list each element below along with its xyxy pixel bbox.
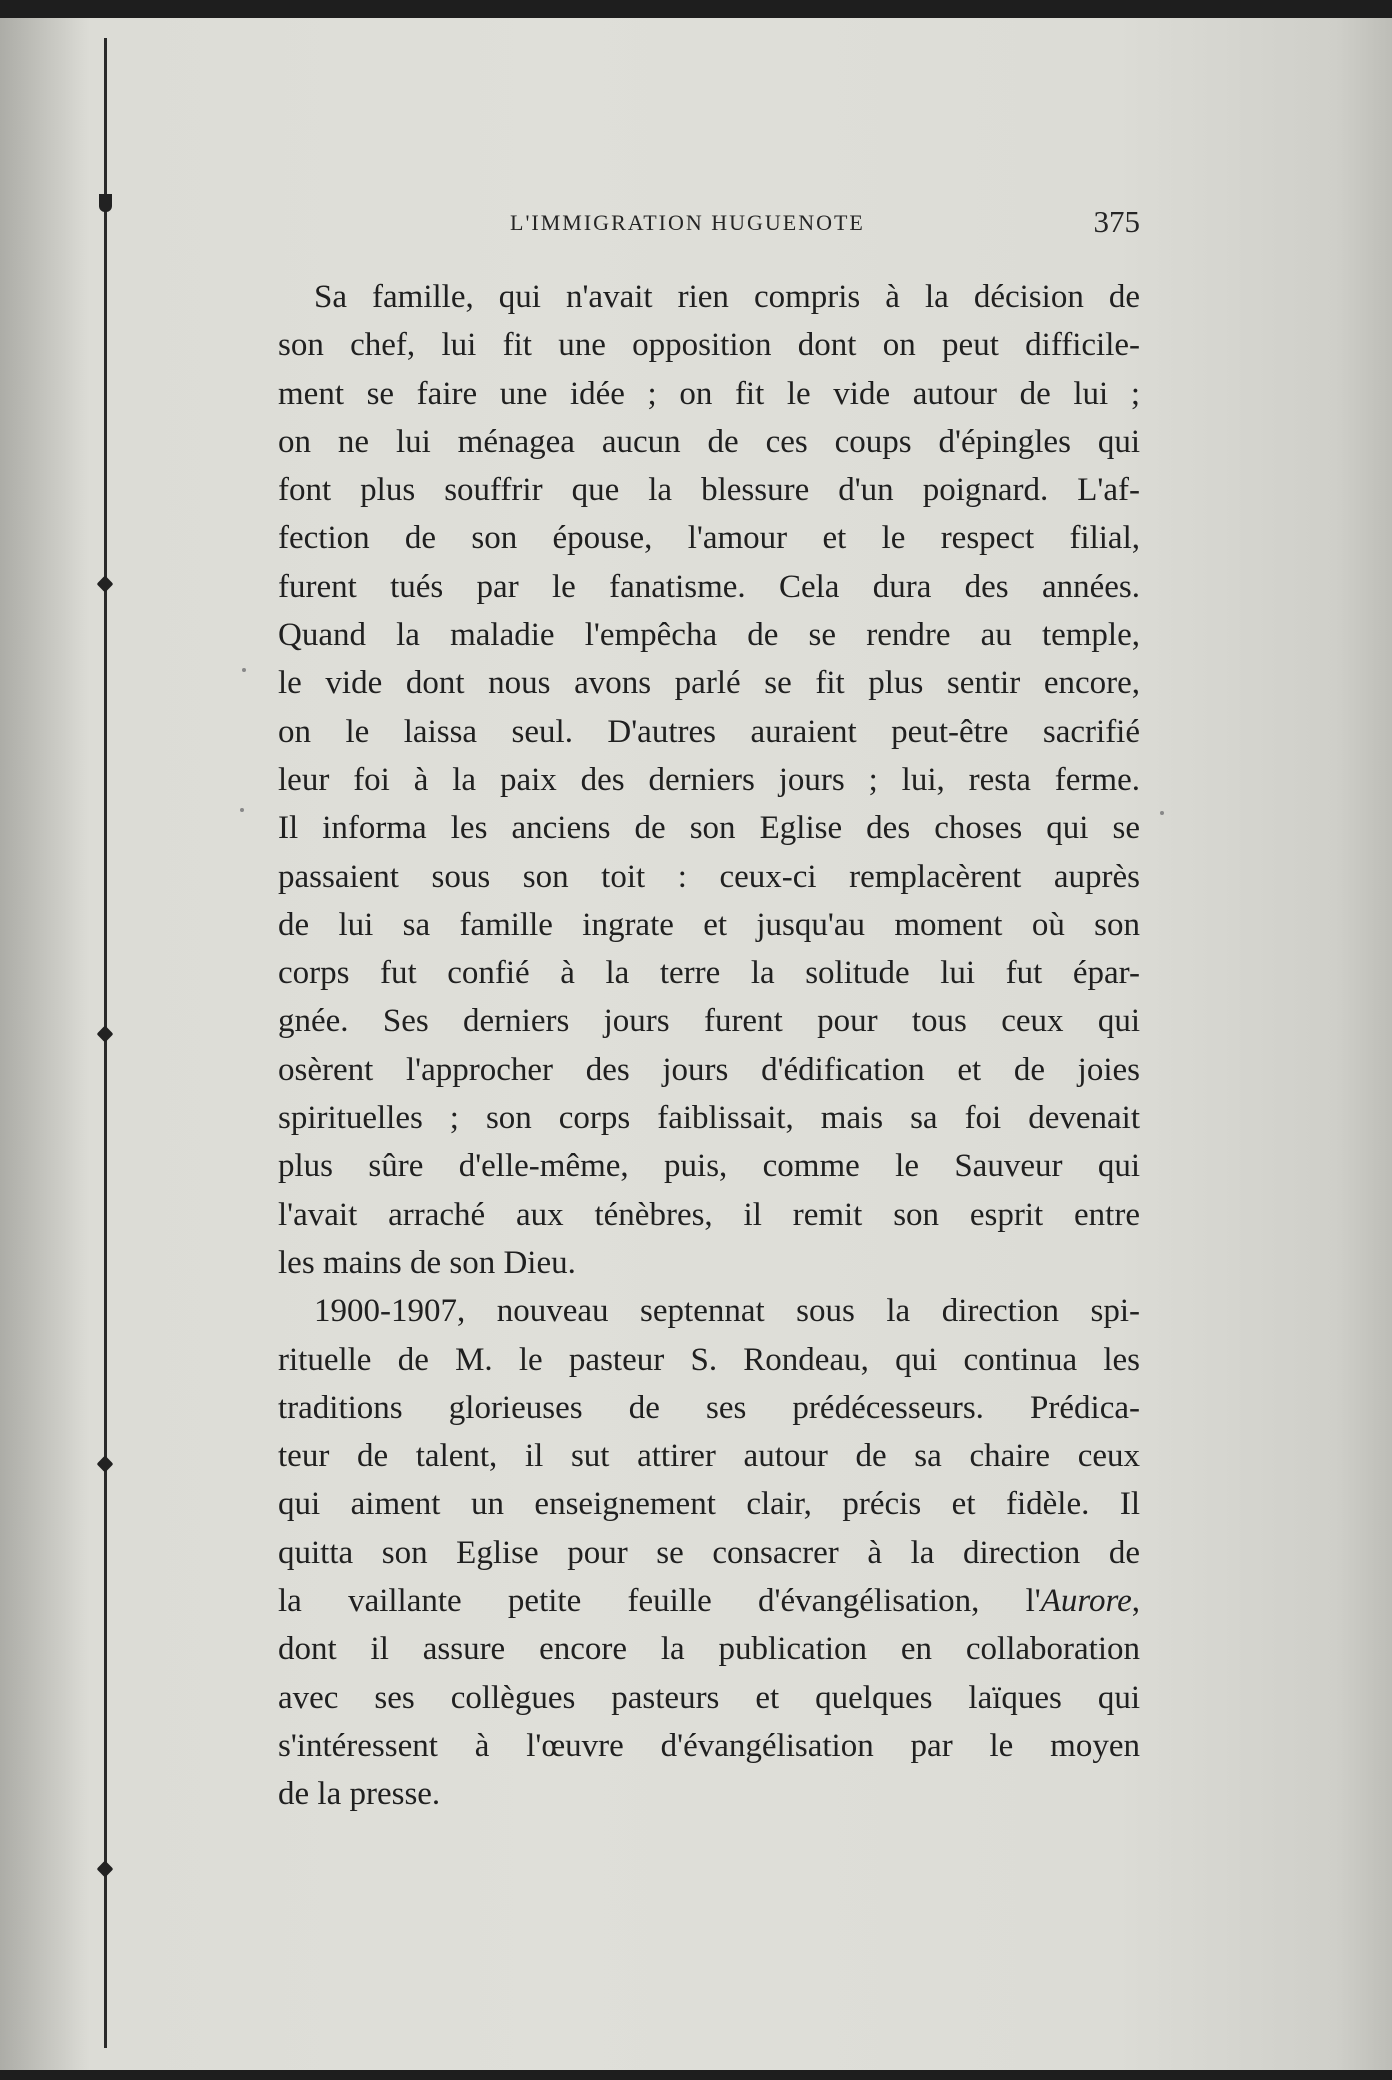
text-line: les mains de son Dieu. [278,1244,576,1281]
text-line: le vide dont nous avons parlé se fit plus sentir encore, [278,665,1140,702]
text-line: furent tués par le fanatisme. Cela dura des années. [278,568,1140,605]
text-line: passaient sous son toit : ceux-ci remplacèrent auprès [278,858,1140,895]
binding-stitch [97,1861,114,1878]
body-text [278,273,1140,1819]
text-line: Quand la maladie l'empêcha de se rendre au temple, [278,617,1140,654]
text-line: de lui sa famille ingrate et jusqu'au moment où son [278,906,1140,943]
text-line: quitta son Eglise pour se consacrer à la direction de [278,1534,1140,1571]
text-line: plus sûre d'elle-même, puis, comme le Sauveur qui [278,1148,1140,1185]
text-line: 1900-1907, nouveau septennat sous la direction spi- [314,1293,1140,1330]
text-line: qui aiment un enseignement clair, précis et fidèle. Il [278,1486,1140,1523]
text-line: traditions glorieuses de ses prédécesseurs. Prédica- [278,1389,1140,1426]
text-line: l'avait arraché aux ténèbres, il remit son esprit entre [278,1196,1140,1233]
text-line: avec ses collègues pasteurs et quelques laïques qui [278,1679,1140,1716]
binding-thread [104,38,107,2048]
text-line: ment se faire une idée ; on fit le vide autour de lui ; [278,375,1140,412]
text-line: teur de talent, il sut attirer autour de sa chaire ceux [278,1438,1140,1475]
text-line: corps fut confié à la terre la solitude lui fut épar- [278,955,1140,992]
text-line: leur foi à la paix des derniers jours ; lui, resta ferme. [278,761,1140,798]
text-line: dont il assure encore la publication en collaboration [278,1631,1140,1668]
book-page [0,18,1392,2070]
binding-stitch [97,576,114,593]
text-line: s'intéressent à l'œuvre d'évangélisation par le moyen [278,1727,1140,1764]
text-line: de la presse. [278,1776,441,1813]
text-line: osèrent l'approcher des jours d'édification et de joies [278,1051,1140,1088]
paragraph [278,273,1140,1287]
text-line: on ne lui ménagea aucun de ces coups d'épingles qui [278,423,1140,460]
text-line: fection de son épouse, l'amour et le respect filial, [278,520,1140,557]
page-number: 375 [1093,204,1140,239]
text-line: on le laissa seul. D'autres auraient peut-être sacrifié [278,713,1140,750]
text-line: Sa famille, qui n'avait rien compris à la décision de [314,279,1140,315]
text-line: spirituelles ; son corps faiblissait, mais sa foi devenait [278,1100,1140,1137]
text-line: rituelle de M. le pasteur S. Rondeau, qui continua les [278,1341,1140,1378]
text-line: gnée. Ses derniers jours furent pour tous ceux qui [278,1003,1140,1040]
paragraph [278,1287,1140,1818]
binding-stitch [99,194,112,212]
text-line: son chef, lui fit une opposition dont on peut difficile- [278,327,1140,364]
paper-speck [240,808,244,812]
binding-stitch [97,1456,114,1473]
binding-stitch [97,1026,114,1043]
running-head: L'IMMIGRATION HUGUENOTE [510,210,865,235]
text-line: font plus souffrir que la blessure d'un poignard. L'af- [278,472,1140,509]
page-gutter-shadow [0,18,90,2070]
paper-speck [242,668,246,672]
paper-speck [1160,811,1164,815]
text-line: Il informa les anciens de son Eglise des choses qui se [278,810,1140,847]
text-line: la vaillante petite feuille d'évangélisation, l'Aurore, [278,1583,1140,1620]
page-header [280,204,1140,254]
